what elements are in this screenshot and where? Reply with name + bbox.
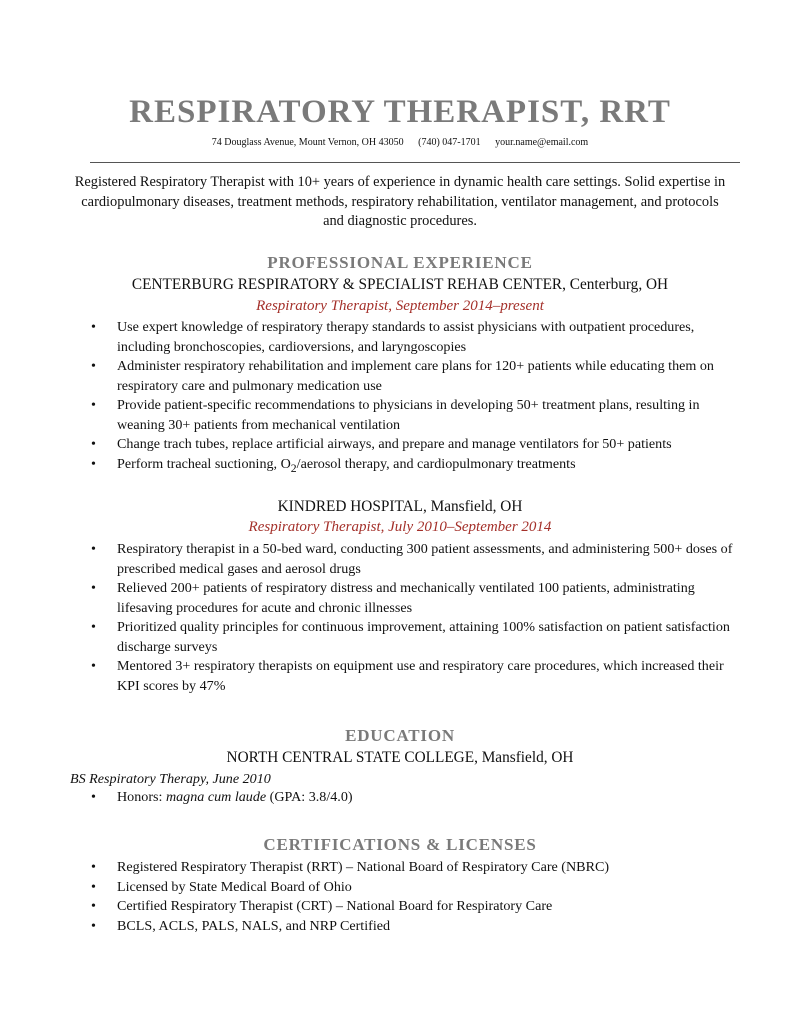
list-item: • Change trach tubes, replace artificial airways, and prepare and manage ventilators for 50+ patients: [91, 435, 741, 455]
school-name: NORTH CENTRAL STATE COLLEGE: [226, 749, 475, 766]
summary-text: Registered Respiratory Therapist with 10+ years of experience in dynamic health care settings. Solid expertise in cardiopulmonary diseases, treatment methods, respiratory rehabilitation, ventilator management, and protocols and diagnostic procedures.: [74, 174, 726, 229]
list-item: • Certified Respiratory Therapist (CRT) – National Board for Respiratory Care: [91, 897, 741, 917]
list-item: • Relieved 200+ patients of respiratory distress and mechanically ventilated 100 patients, administrating lifesaving procedures for acute and chronic illnesses: [91, 579, 741, 618]
bullet-text-pre: Perform tracheal suctioning, O: [117, 455, 291, 472]
experience-heading: PROFESSIONAL EXPERIENCE: [267, 253, 533, 272]
job-2-bullets: [91, 540, 741, 696]
education-bullets: [91, 788, 741, 808]
list-item: [91, 455, 741, 478]
contact-email: your.name@email.com: [495, 137, 589, 148]
list-item: • Respiratory therapist in a 50-bed ward, conducting 300 patient assessments, and administering 500+ doses of prescribed medical gases and aerosol drugs: [91, 540, 741, 579]
job-1-org-name: CENTERBURG RESPIRATORY & SPECIALIST REHAB CENTER: [131, 276, 563, 293]
job-2-location: , Mansfield, OH: [422, 498, 523, 515]
list-item: • Use expert knowledge of respiratory therapy standards to assist physicians with outpatient procedures, including bronchoscopies, cardioversions, and laryngoscopies: [91, 318, 741, 357]
contact-address: 74 Douglass Avenue, Mount Vernon, OH 43050: [211, 137, 404, 148]
list-item: • Administer respiratory rehabilitation and implement care plans for 120+ patients while educating them on respiratory care and pulmonary medication use: [91, 357, 741, 396]
job-1-role: Respiratory Therapist, September 2014–present: [256, 298, 544, 314]
job-1-bullets: [91, 318, 741, 478]
list-item: • Provide patient-specific recommendations to physicians in developing 50+ treatment plans, resulting in weaning 30+ patients from mechanical ventilation: [91, 396, 741, 435]
job-2-org: [0, 497, 800, 516]
school-location: , Mansfield, OH: [474, 749, 574, 766]
bullet-text-post: /aerosol therapy, and cardiopulmonary treatments: [296, 455, 576, 472]
list-item: • Registered Respiratory Therapist (RRT) – National Board of Respiratory Care (NBRC): [91, 858, 741, 878]
certifications-bullets: [91, 858, 741, 936]
job-1-org: [0, 275, 800, 294]
honors-gpa: (GPA: 3.8/4.0): [266, 789, 353, 805]
honors-value: magna cum laude: [165, 789, 267, 805]
list-item: • Licensed by State Medical Board of Ohio: [91, 878, 741, 898]
education-school: [0, 748, 800, 767]
list-item: [91, 788, 741, 808]
education-heading: EDUCATION: [345, 726, 455, 745]
contact-phone: (740) 047-1701: [418, 137, 481, 148]
contact-line: [0, 137, 800, 149]
list-item: • Prioritized quality principles for continuous improvement, attaining 100% satisfaction on patient satisfaction discharge surveys: [91, 618, 741, 657]
list-item: • Mentored 3+ respiratory therapists on equipment use and respiratory care procedures, which increased their KPI scores by 47%: [91, 657, 741, 696]
job-2-org-name: KINDRED HOSPITAL: [277, 498, 423, 515]
education-degree: BS Respiratory Therapy, June 2010: [70, 771, 271, 787]
job-2-role: Respiratory Therapist, July 2010–September 2014: [248, 519, 552, 535]
certifications-heading: CERTIFICATIONS & LICENSES: [263, 835, 537, 854]
header-divider: [90, 162, 740, 163]
bullet-text-sub: 2: [290, 461, 297, 475]
honors-label: Honors:: [117, 789, 166, 805]
job-1-location: , Centerburg, OH: [562, 276, 669, 293]
list-item: • BCLS, ACLS, PALS, NALS, and NRP Certified: [91, 917, 741, 937]
resume-name: RESPIRATORY THERAPIST, RRT: [129, 94, 671, 130]
